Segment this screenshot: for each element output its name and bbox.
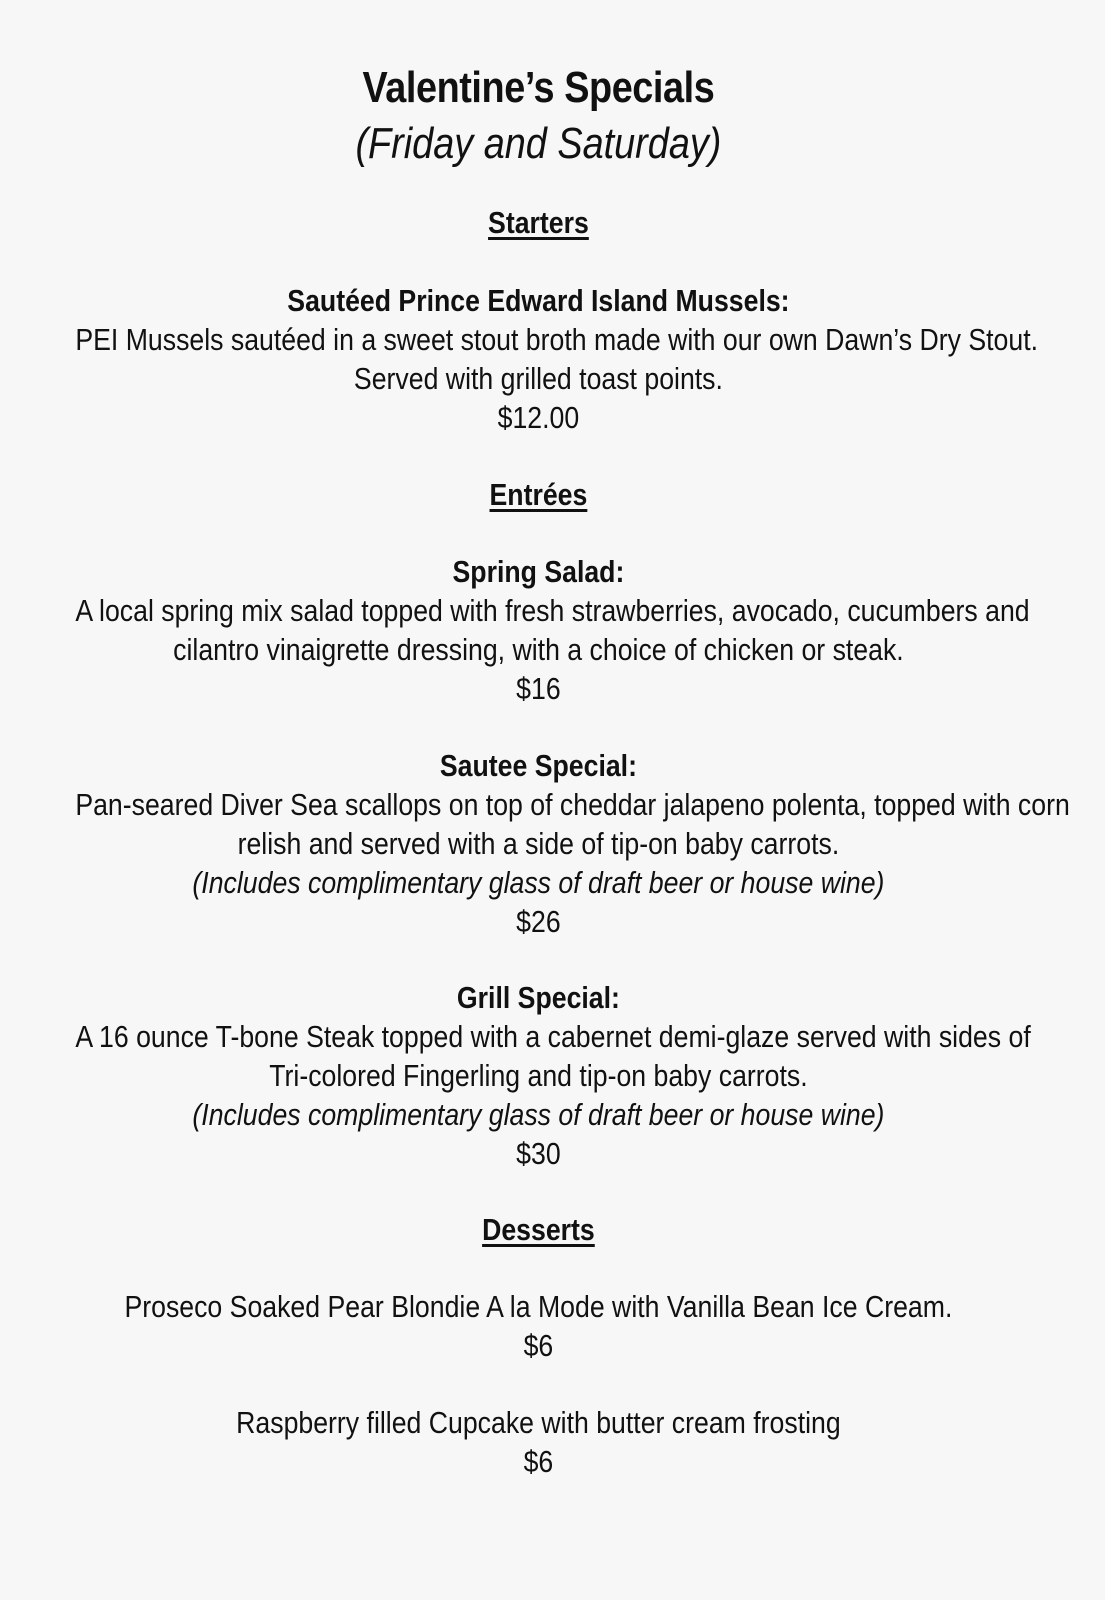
item-description: Served with grilled toast points. [353,361,723,396]
desserts-section [75,1210,1001,1249]
item-description: PEI Mussels sautéed in a sweet stout broth made with our own Dawn’s Dry Stout. [75,322,1039,357]
menu-item-mussels [75,281,1039,437]
menu-item-pear-blondie [75,1287,1001,1365]
item-description: Raspberry filled Cupcake with butter cream frosting [236,1405,841,1440]
item-description: A 16 ounce T-bone Steak topped with a cabernet demi-glaze served with sides of [75,1019,1031,1054]
page-title: Valentine’s Specials [362,63,715,112]
item-description: cilantro vinaigrette dressing, with a choice of chicken or steak. [173,632,904,667]
section-heading-starters: Starters [488,205,589,240]
item-description: Proseco Soaked Pear Blondie A la Mode with Vanilla Bean Ice Cream. [124,1289,953,1324]
starters-section [75,203,1001,242]
menu-item-raspberry-cupcake [75,1403,1001,1481]
item-description: Pan-seared Diver Sea scallops on top of cheddar jalapeno polenta, topped with corn [75,787,1070,822]
item-price: $30 [516,1136,561,1171]
menu-item-spring-salad [75,552,1030,708]
item-price: $6 [523,1444,554,1479]
item-title: Spring Salad: [452,554,625,589]
item-note: (Includes complimentary glass of draft beer or house wine) [192,1097,885,1132]
menu-item-sautee-special [75,746,1070,941]
item-description: relish and served with a side of tip-on baby carrots. [237,826,840,861]
item-price: $26 [516,904,561,939]
item-price: $16 [516,671,561,706]
item-title: Grill Special: [456,980,620,1015]
section-heading-desserts: Desserts [482,1212,595,1247]
entrees-section [75,475,1001,514]
section-heading-entrees: Entrées [489,477,588,512]
item-description: A local spring mix salad topped with fresh strawberries, avocado, cucumbers and [75,593,1030,628]
page-subtitle: (Friday and Saturday) [355,119,722,168]
item-title: Sautee Special: [439,748,637,783]
item-description: Tri-colored Fingerling and tip-on baby carrots. [269,1058,808,1093]
item-price: $6 [523,1328,554,1363]
item-price: $12.00 [497,400,580,435]
menu-item-grill-special [75,978,1031,1173]
item-note: (Includes complimentary glass of draft beer or house wine) [192,865,885,900]
item-title: Sautéed Prince Edward Island Mussels: [287,283,790,318]
